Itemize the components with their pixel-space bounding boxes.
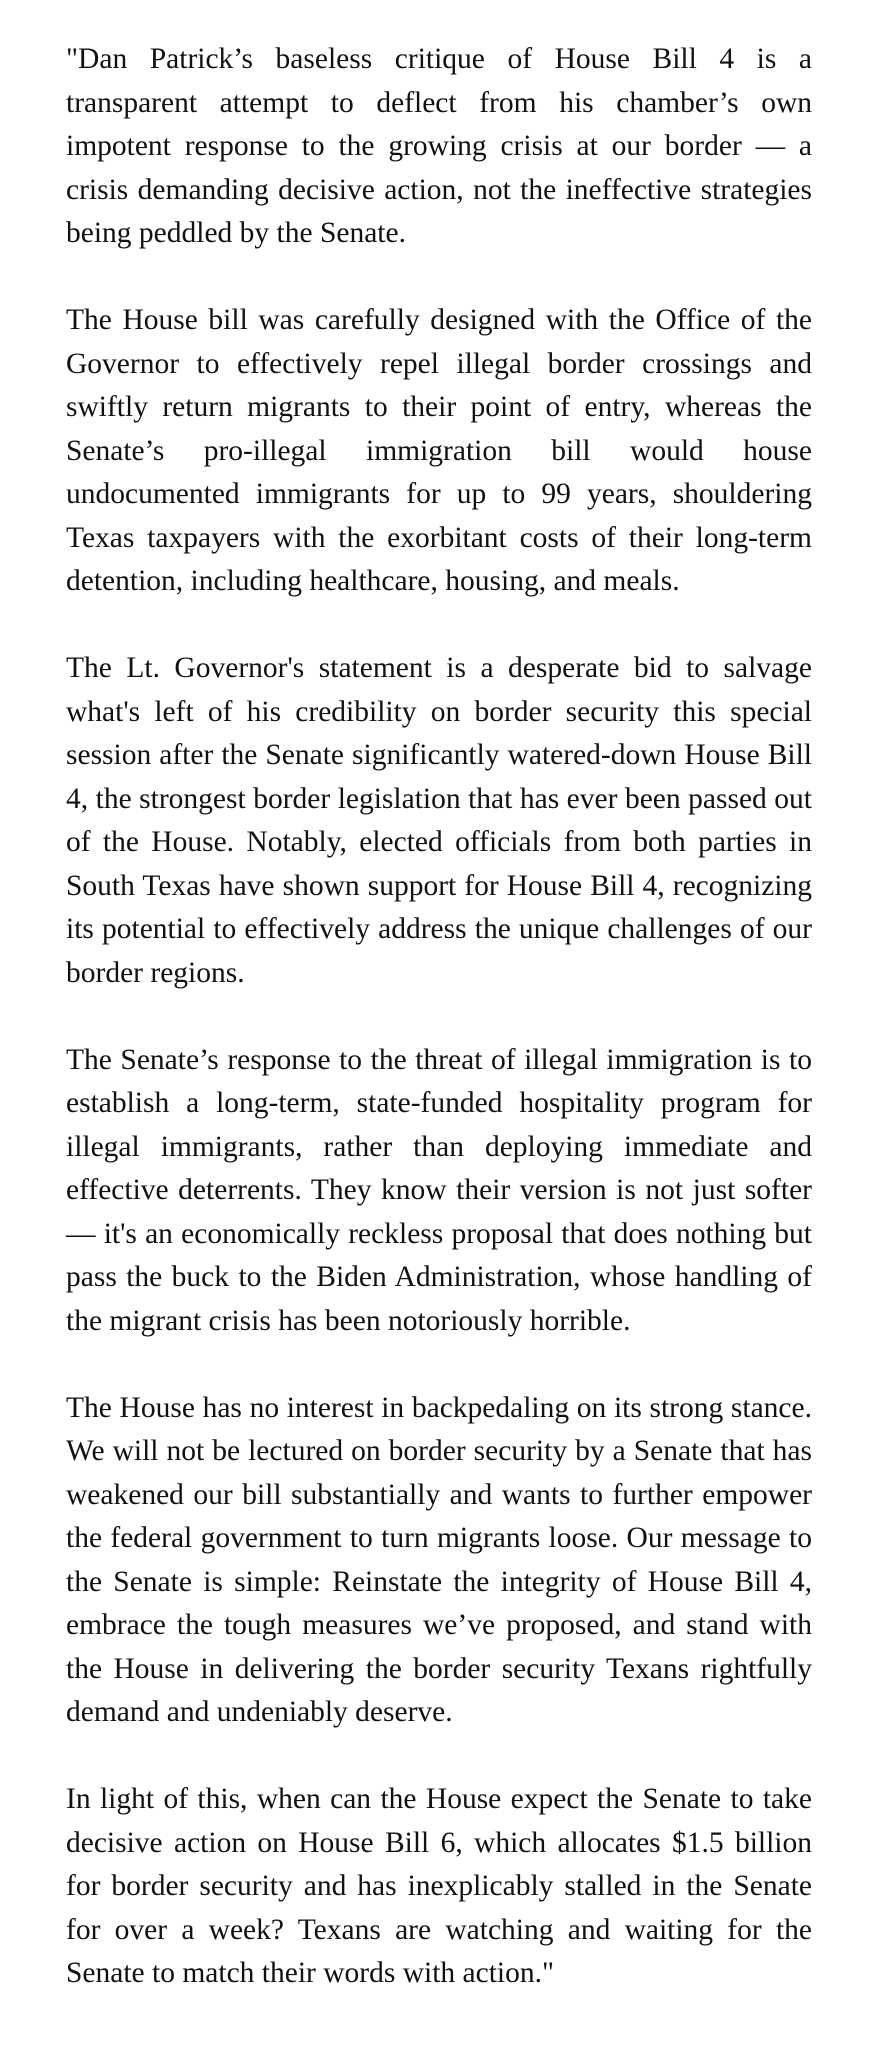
- paragraph-6: In light of this, when can the House expect the Senate to take decisive action on House Bill 6, which allocates $1.5 billion for border security and has inexplicably stalled in the Senate for over a week? Texans are watching and waiting for the Senate to match their words with action.": [66, 1783, 812, 1989]
- paragraph-4: The Senate’s response to the threat of illegal immigration is to establish a long-term, state-funded hospitality program for illegal immigrants, rather than deploying immediate and effective deterrents. They know their version is not just softer — it's an economically reckless proposal that does nothing but pass the buck to the Biden Administration, whose handling of the migrant crisis has been notoriously horrible.: [66, 1043, 812, 1337]
- paragraph-1: "Dan Patrick’s baseless critique of House Bill 4 is a transparent attempt to deflect from his chamber’s own impotent response to the growing crisis at our border — a crisis demanding decisive action, not the ineffective strategies being peddled by the Senate.: [66, 43, 812, 249]
- paragraph-5: The House has no interest in backpedaling on its strong stance. We will not be lectured on border security by a Senate that has weakened our bill substantially and wants to further empower the federal government to turn migrants loose. Our message to the Senate is simple: Reinstate the integrity of House Bill 4, embrace the tough measures we’ve proposed, and stand with the House in delivering the border security Texans rightfully demand and undeniably deserve.: [66, 1391, 812, 1728]
- statement-body: [66, 38, 812, 1996]
- paragraph-3: The Lt. Governor's statement is a desperate bid to salvage what's left of his credibility on border security this special session after the Senate significantly watered-down House Bill 4, the strongest border legislation that has ever been passed out of the House. Notably, elected officials from both parties in South Texas have shown support for House Bill 4, recognizing its potential to effectively address the unique challenges of our border regions.: [66, 652, 812, 989]
- paragraph-2: The House bill was carefully designed with the Office of the Governor to effectively repel illegal border crossings and swiftly return migrants to their point of entry, whereas the Senate’s pro-illegal immigration bill would house undocumented immigrants for up to 99 years, shouldering Texas taxpayers with the exorbitant costs of their long-term detention, including healthcare, housing, and meals.: [66, 304, 812, 597]
